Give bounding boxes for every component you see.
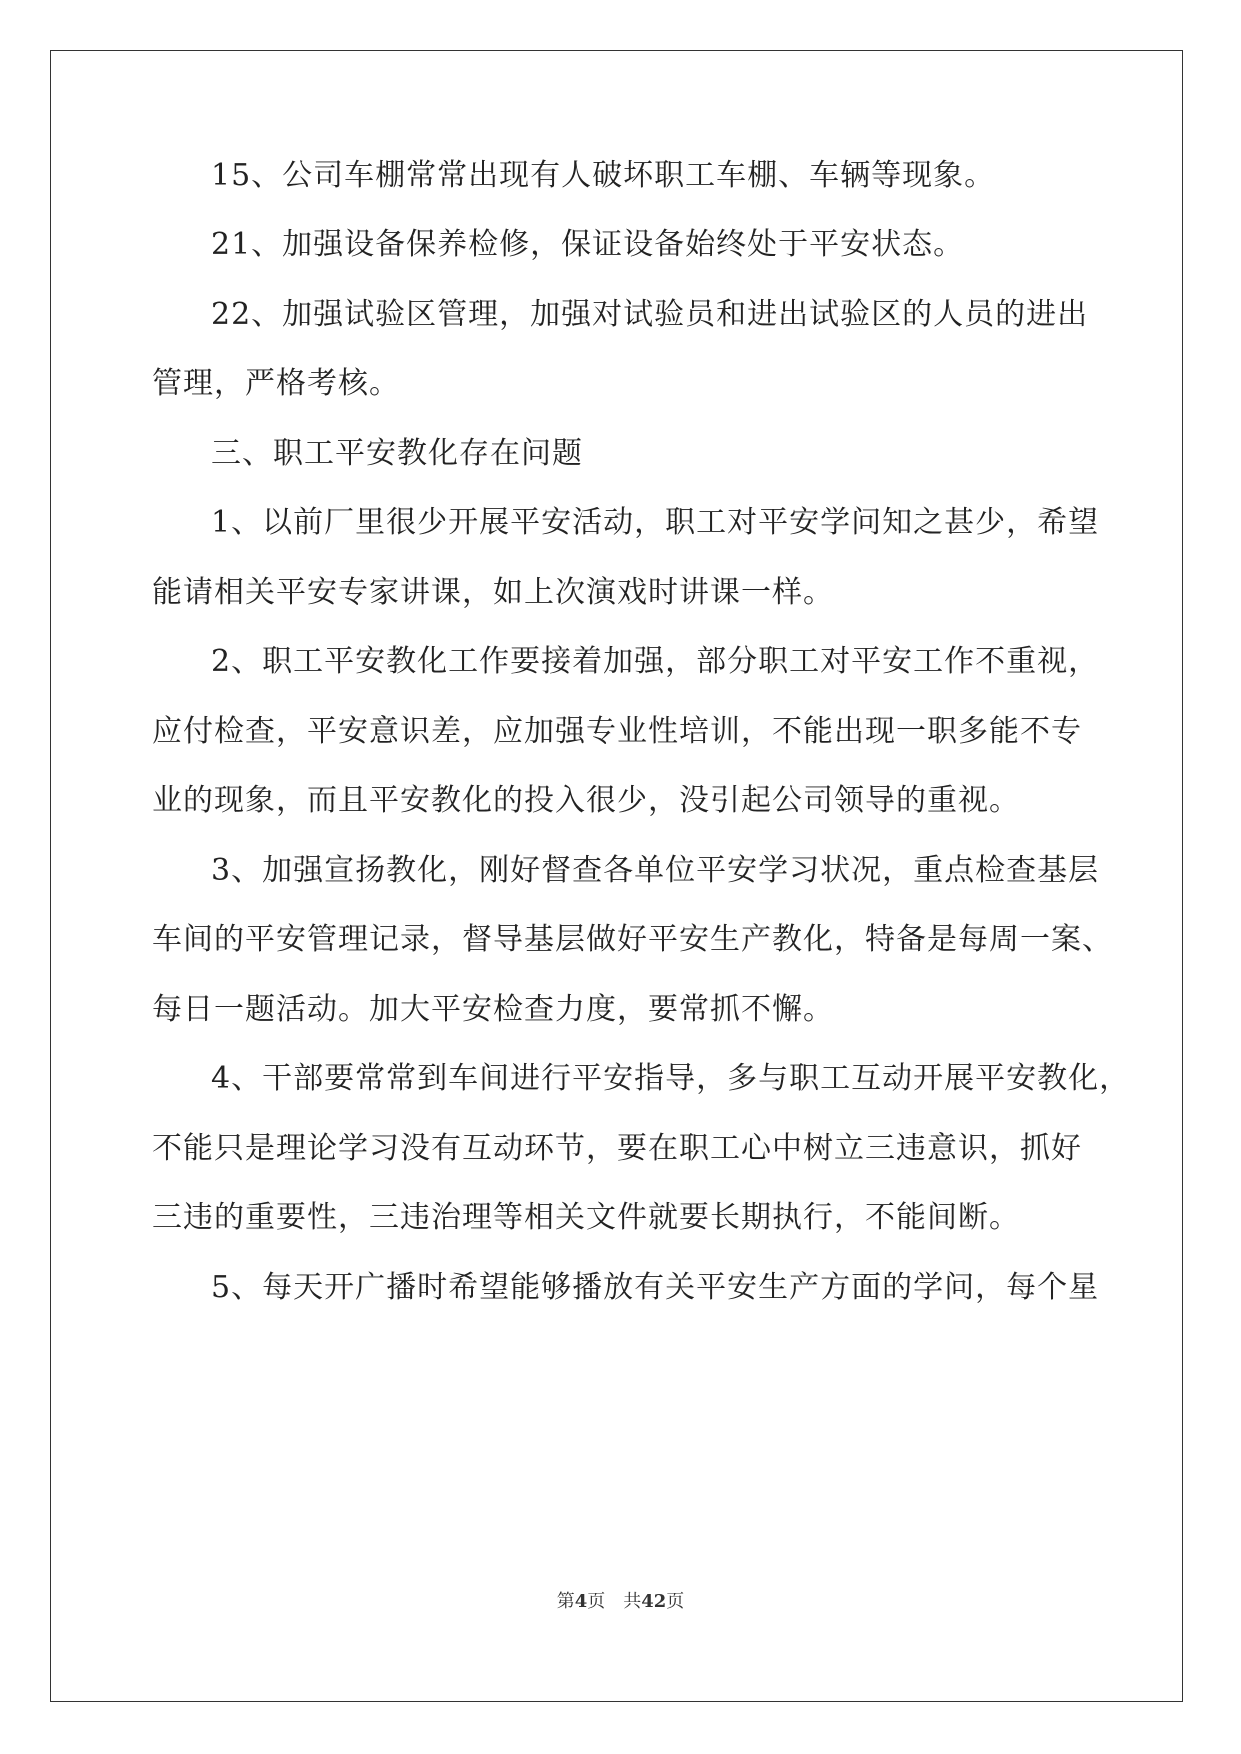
paragraph-line: 能请相关平安专家讲课，如上次演戏时讲课一样。 xyxy=(152,575,834,610)
paragraph-line: 15、公司车棚常常出现有人破坏职工车棚、车辆等现象。 xyxy=(211,158,996,193)
paragraph-line: 21、加强设备保养检修，保证设备始终处于平安状态。 xyxy=(211,227,965,262)
paragraph-line: 每日一题活动。加大平安检查力度，要常抓不懈。 xyxy=(152,992,834,1027)
paragraph-line: 2、职工平安教化工作要接着加强，部分职工对平安工作不重视， xyxy=(211,644,1100,679)
paragraph-line: 应付检查，平安意识差，应加强专业性培训，不能出现一职多能不专 xyxy=(152,714,1082,749)
paragraph-line: 4、干部要常常到车间进行平安指导，多与职工互动开展平安教化， xyxy=(211,1061,1131,1096)
page-prefix: 第 xyxy=(556,1591,575,1612)
page-total-number: 42 xyxy=(641,1591,667,1612)
paragraph-line: 3、加强宣扬教化，刚好督查各单位平安学习状况，重点检查基层 xyxy=(211,853,1100,888)
paragraph-line: 5、每天开广播时希望能够播放有关平安生产方面的学问，每个星 xyxy=(211,1270,1100,1305)
paragraph-line: 1、以前厂里很少开展平安活动，职工对平安学问知之甚少，希望 xyxy=(211,505,1100,540)
paragraph-line: 管理，严格考核。 xyxy=(152,366,400,401)
paragraph-line: 三违的重要性，三违治理等相关文件就要长期执行，不能间断。 xyxy=(152,1200,1020,1235)
page-current-number: 4 xyxy=(574,1591,588,1612)
paragraph-line: 车间的平安管理记录，督导基层做好平安生产教化，特备是每周一案、 xyxy=(152,922,1113,957)
section-heading: 三、职工平安教化存在问题 xyxy=(211,436,583,471)
paragraph-line: 22、加强试验区管理，加强对试验员和进出试验区的人员的进出 xyxy=(211,297,1089,332)
page-footer xyxy=(0,1590,1241,1614)
page-suffix: 页 xyxy=(666,1591,685,1612)
paragraph-line: 不能只是理论学习没有互动环节，要在职工心中树立三违意识，抓好 xyxy=(152,1131,1082,1166)
paragraph-line: 业的现象，而且平安教化的投入很少，没引起公司领导的重视。 xyxy=(152,783,1020,818)
page-mid: 页 共 xyxy=(587,1591,642,1612)
